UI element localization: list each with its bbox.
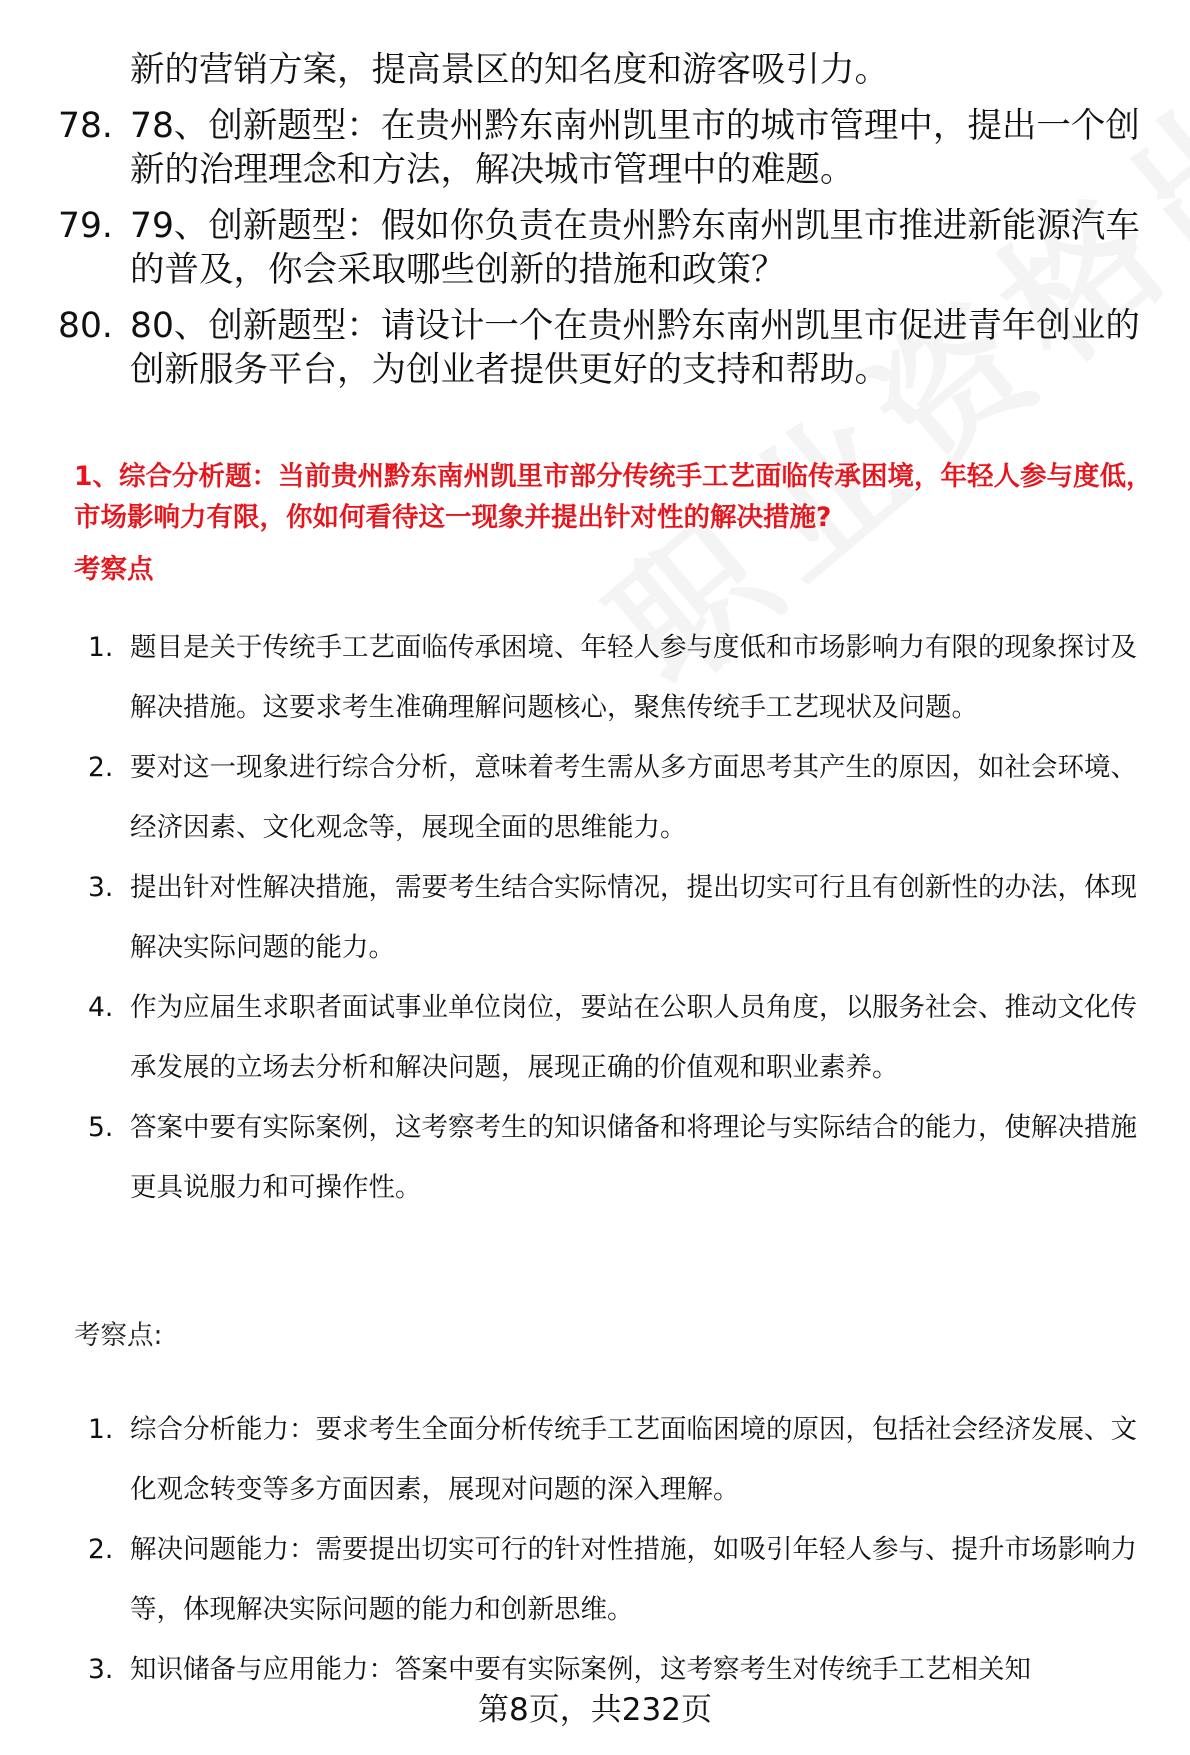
list-item xyxy=(88,978,1158,1098)
list-item-text: 知识储备与应用能力：答案中要有实际案例，这考察考生对传统手工艺相关知 xyxy=(130,1654,1031,1685)
list-item-number: 2. xyxy=(88,752,114,783)
analysis-question-heading: 1、综合分析题：当前贵州黔东南州凯里市部分传统手工艺面临传承困境，年轻人参与度低，市场影响力有限，你如何看待这一现象并提出针对性的解决措施? xyxy=(74,461,1153,533)
question-number: 80. xyxy=(58,306,113,346)
list-item-number: 1. xyxy=(88,1414,114,1445)
list-item xyxy=(88,858,1158,978)
list-item-number: 2. xyxy=(88,1534,114,1565)
question-number: 78. xyxy=(58,106,113,146)
question-text: 80、创新题型：请设计一个在贵州黔东南州凯里市促进青年创业的创新服务平台，为创业者提供更好的支持和帮助。 xyxy=(130,306,1140,390)
list-item xyxy=(88,1098,1158,1218)
examination-points-list xyxy=(88,618,1158,1218)
list-item-text: 提出针对性解决措施，需要考生结合实际情况，提出切实可行且有创新性的办法，体现解决实际问题的能力。 xyxy=(130,872,1137,963)
question-text: 79、创新题型：假如你负责在贵州黔东南州凯里市推进新能源汽车的普及，你会采取哪些创新的措施和政策？ xyxy=(130,206,1140,290)
list-item-text: 题目是关于传统手工艺面临传承困境、年轻人参与度低和市场影响力有限的现象探讨及解决措施。这要求考生准确理解问题核心，聚焦传统手工艺现状及问题。 xyxy=(130,632,1137,723)
question-item xyxy=(58,304,1158,392)
list-item-text: 作为应届生求职者面试事业单位岗位，要站在公职人员角度，以服务社会、推动文化传承发展的立场去分析和解决问题，展现正确的价值观和职业素养。 xyxy=(130,992,1137,1083)
list-item-number: 5. xyxy=(88,1112,114,1143)
section-label-examination-points: 考察点 xyxy=(74,554,154,585)
question-text: 新的营销方案，提高景区的知名度和游客吸引力。 xyxy=(130,50,889,90)
list-item-number: 1. xyxy=(88,632,114,663)
question-item xyxy=(58,48,1158,92)
list-item-text: 答案中要有实际案例，这考察考生的知识储备和将理论与实际结合的能力，使解决措施更具说服力和可操作性。 xyxy=(130,1112,1137,1203)
question-item xyxy=(58,204,1158,292)
list-item xyxy=(88,738,1158,858)
section-label-examination-points-2: 考察点: xyxy=(74,1320,163,1351)
list-item-text: 解决问题能力：需要提出切实可行的针对性措施，如吸引年轻人参与、提升市场影响力等，体现解决实际问题的能力和创新思维。 xyxy=(130,1534,1137,1625)
question-text: 78、创新题型：在贵州黔东南州凯里市的城市管理中，提出一个创新的治理理念和方法，解决城市管理中的难题。 xyxy=(130,106,1140,190)
question-item xyxy=(58,104,1158,192)
list-item xyxy=(88,618,1158,738)
list-item-number: 3. xyxy=(88,872,114,903)
list-item-text: 综合分析能力：要求考生全面分析传统手工艺面临困境的原因，包括社会经济发展、文化观念转变等多方面因素，展现对问题的深入理解。 xyxy=(130,1414,1137,1505)
list-item xyxy=(88,1520,1158,1640)
list-item-text: 要对这一现象进行综合分析，意味着考生需从多方面思考其产生的原因，如社会环境、经济因素、文化观念等，展现全面的思维能力。 xyxy=(130,752,1137,843)
list-item-number: 4. xyxy=(88,992,114,1023)
question-number: 79. xyxy=(58,206,113,246)
list-item-number: 3. xyxy=(88,1654,114,1685)
page-footer: 第8页，共232页 xyxy=(478,1692,712,1728)
ability-points-list xyxy=(88,1400,1158,1700)
question-list xyxy=(58,48,1158,404)
list-item xyxy=(88,1400,1158,1520)
